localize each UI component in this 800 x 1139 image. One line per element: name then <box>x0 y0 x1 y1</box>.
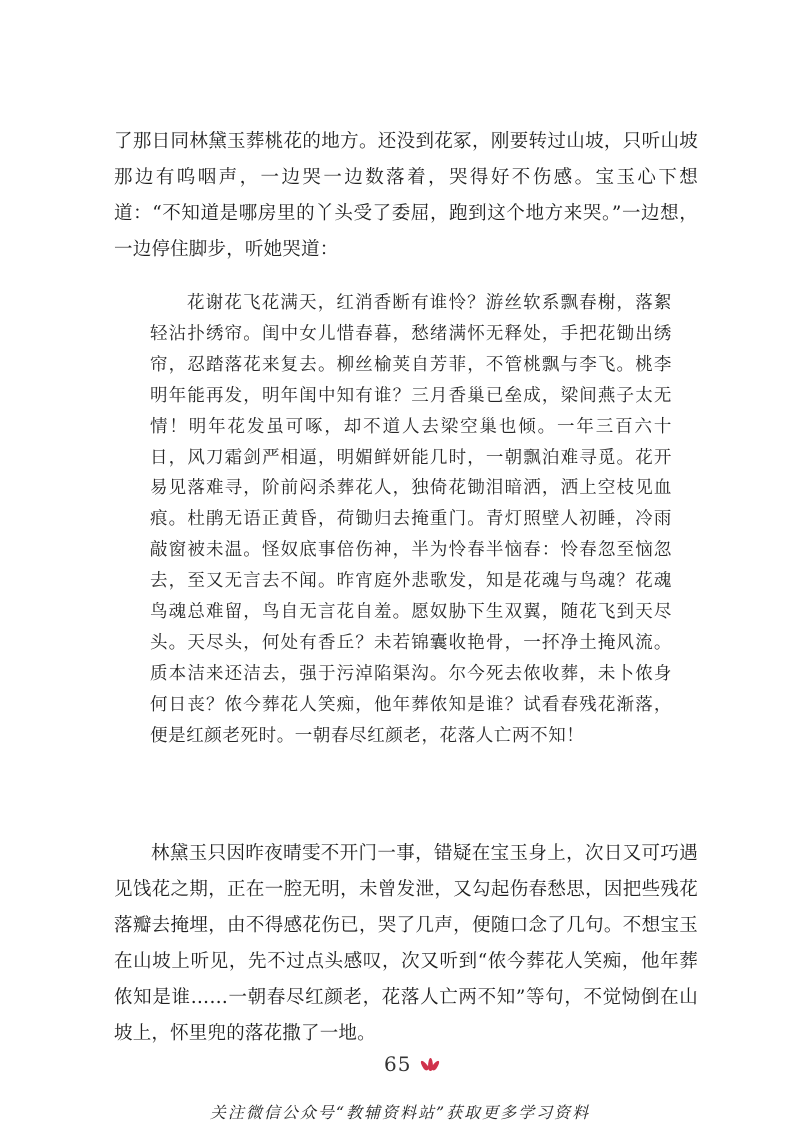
paragraph-top: 了那日同林黛玉葬桃花的地方。还没到花冢，刚要转过山坡，只听山坡那边有呜咽声，一边哭一边数落着，哭得好不伤感。宝玉心下想道：“不知道是哪房里的丫头受了委屈，跑到这个地方来哭。”一边想，一边停住脚步，听她哭道： <box>114 131 698 260</box>
footer-note: 关注微信公众号“教辅资料站”获取更多学习资料 <box>209 1103 591 1122</box>
page-number <box>384 1052 439 1076</box>
poem-block: 花谢花飞花满天，红消香断有谁怜？游丝软系飘春榭，落絮轻沾扑绣帘。闺中女儿惜春暮，愁绪满怀无释处，手把花锄出绣帘，忍踏落花来复去。柳丝榆荚自芳菲，不管桃飘与李飞。桃李明年能再发，明年闺中知有谁？三月香巢已垒成，梁间燕子太无情！明年花发虽可啄，却不道人去梁空巢也倾。一年三百六十日，风刀霜剑严相逼，明媚鲜妍能几时，一朝飘泊难寻觅。花开易见落难寻，阶前闷杀葬花人，独倚花锄泪暗洒，洒上空枝见血痕。杜鹃无语正黄昏，荷锄归去掩重门。青灯照壁人初睡，冷雨敲窗被未温。怪奴底事倍伤神，半为怜春半恼春：怜春忽至恼忽去，至又无言去不闻。昨宵庭外悲歌发，知是花魂与鸟魂？花魂鸟魂总难留，鸟自无言花自羞。愿奴胁下生双翼，随花飞到天尽头。天尽头，何处有香丘？未若锦囊收艳骨，一抔净土掩风流。质本洁来还洁去，强于污淖陷渠沟。尔今死去侬收葬，未卜侬身何日丧？侬今葬花人笑痴，他年葬侬知是谁？试看春残花渐落，便是红颜老死时。一朝春尽红颜老，花落人亡两不知！ <box>150 293 672 746</box>
paragraph-bottom: 林黛玉只因昨夜晴雯不开门一事，错疑在宝玉身上，次日又可巧遇见饯花之期，正在一腔无明，未曾发泄，又勾起伤春愁思，因把些残花落瓣去掩埋，由不得感花伤已，哭了几声，便随口念了几句。不想宝玉在山坡上听见，先不过点头感叹，次又听到“侬今葬花人笑痴，他年葬侬知是谁……一朝春尽红颜老，花落人亡两不知”等句，不觉恸倒在山坡上，怀里兜的落花撒了一地。 <box>114 843 698 1044</box>
petal-icon <box>421 1057 439 1071</box>
page-number-text: 65 <box>384 1052 412 1076</box>
